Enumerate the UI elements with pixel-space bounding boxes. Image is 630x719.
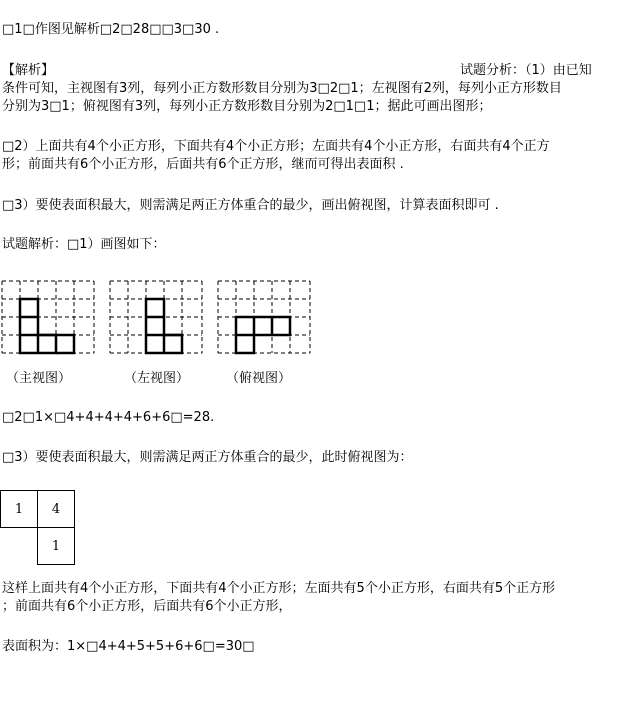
solution-heading: 试题解析：□1）画图如下： (2, 237, 166, 252)
left-view-figure (108, 279, 204, 355)
table-cell-empty (1, 528, 38, 565)
analysis-intro: 试题分析：（1）由已知 (460, 63, 592, 78)
analysis-part2-1: □2）上面共有4个小正方形，下面共有4个小正方形；左面共有4个小正方形，右面共有4个正方 (2, 139, 550, 154)
part3-intro: □3）要使表面积最大，则需满足两正方体重合的最少，此时俯视图为： (2, 450, 413, 465)
part3-text-1: 这样上面共有4个小正方形，下面共有4个小正方形；左面共有5个小正方形，右面共有5个正方形 (2, 581, 556, 596)
analysis-text-2: 分别为3□1；俯视图有3列，每列小正方数形数目分别为2□1□1；据此可画出图形； (2, 99, 492, 114)
answer-summary: □1□作图见解析□2□28□□3□30 . (2, 22, 220, 37)
part3-text-2: ；前面共有6个小正方形，后面共有6个小正方形， (2, 599, 292, 614)
analysis-part3: □3）要使表面积最大，则需满足两正方体重合的最少，画出俯视图，计算表面积即可 . (2, 198, 499, 213)
analysis-part2-2: 形；前面共有6个小正方形，后面共有6个正方形，继而可得出表面积 . (2, 157, 404, 172)
table-cell: 1 (38, 528, 75, 565)
table-cell: 1 (1, 491, 38, 528)
top-view-figure (216, 279, 312, 355)
analysis-text-1: 条件可知，主视图有3列，每列小正方数形数目分别为3□2□1；左视图有2列，每列小正方形数目 (2, 81, 562, 96)
top-view-caption: （俯视图） (226, 371, 292, 386)
analysis-heading: 【解析】 (2, 63, 55, 78)
top-view-count-table (0, 490, 75, 565)
left-view-caption: （左视图） (124, 371, 190, 386)
surface-area-calc-2: □2□1×□4+4+4+4+6+6□=28. (2, 410, 215, 425)
table-cell: 4 (38, 491, 75, 528)
surface-area-calc-3: 表面积为：1×□4+4+5+5+6+6□=30□ (2, 639, 255, 654)
front-view-caption: （主视图） (6, 371, 72, 386)
front-view-figure (0, 279, 96, 355)
